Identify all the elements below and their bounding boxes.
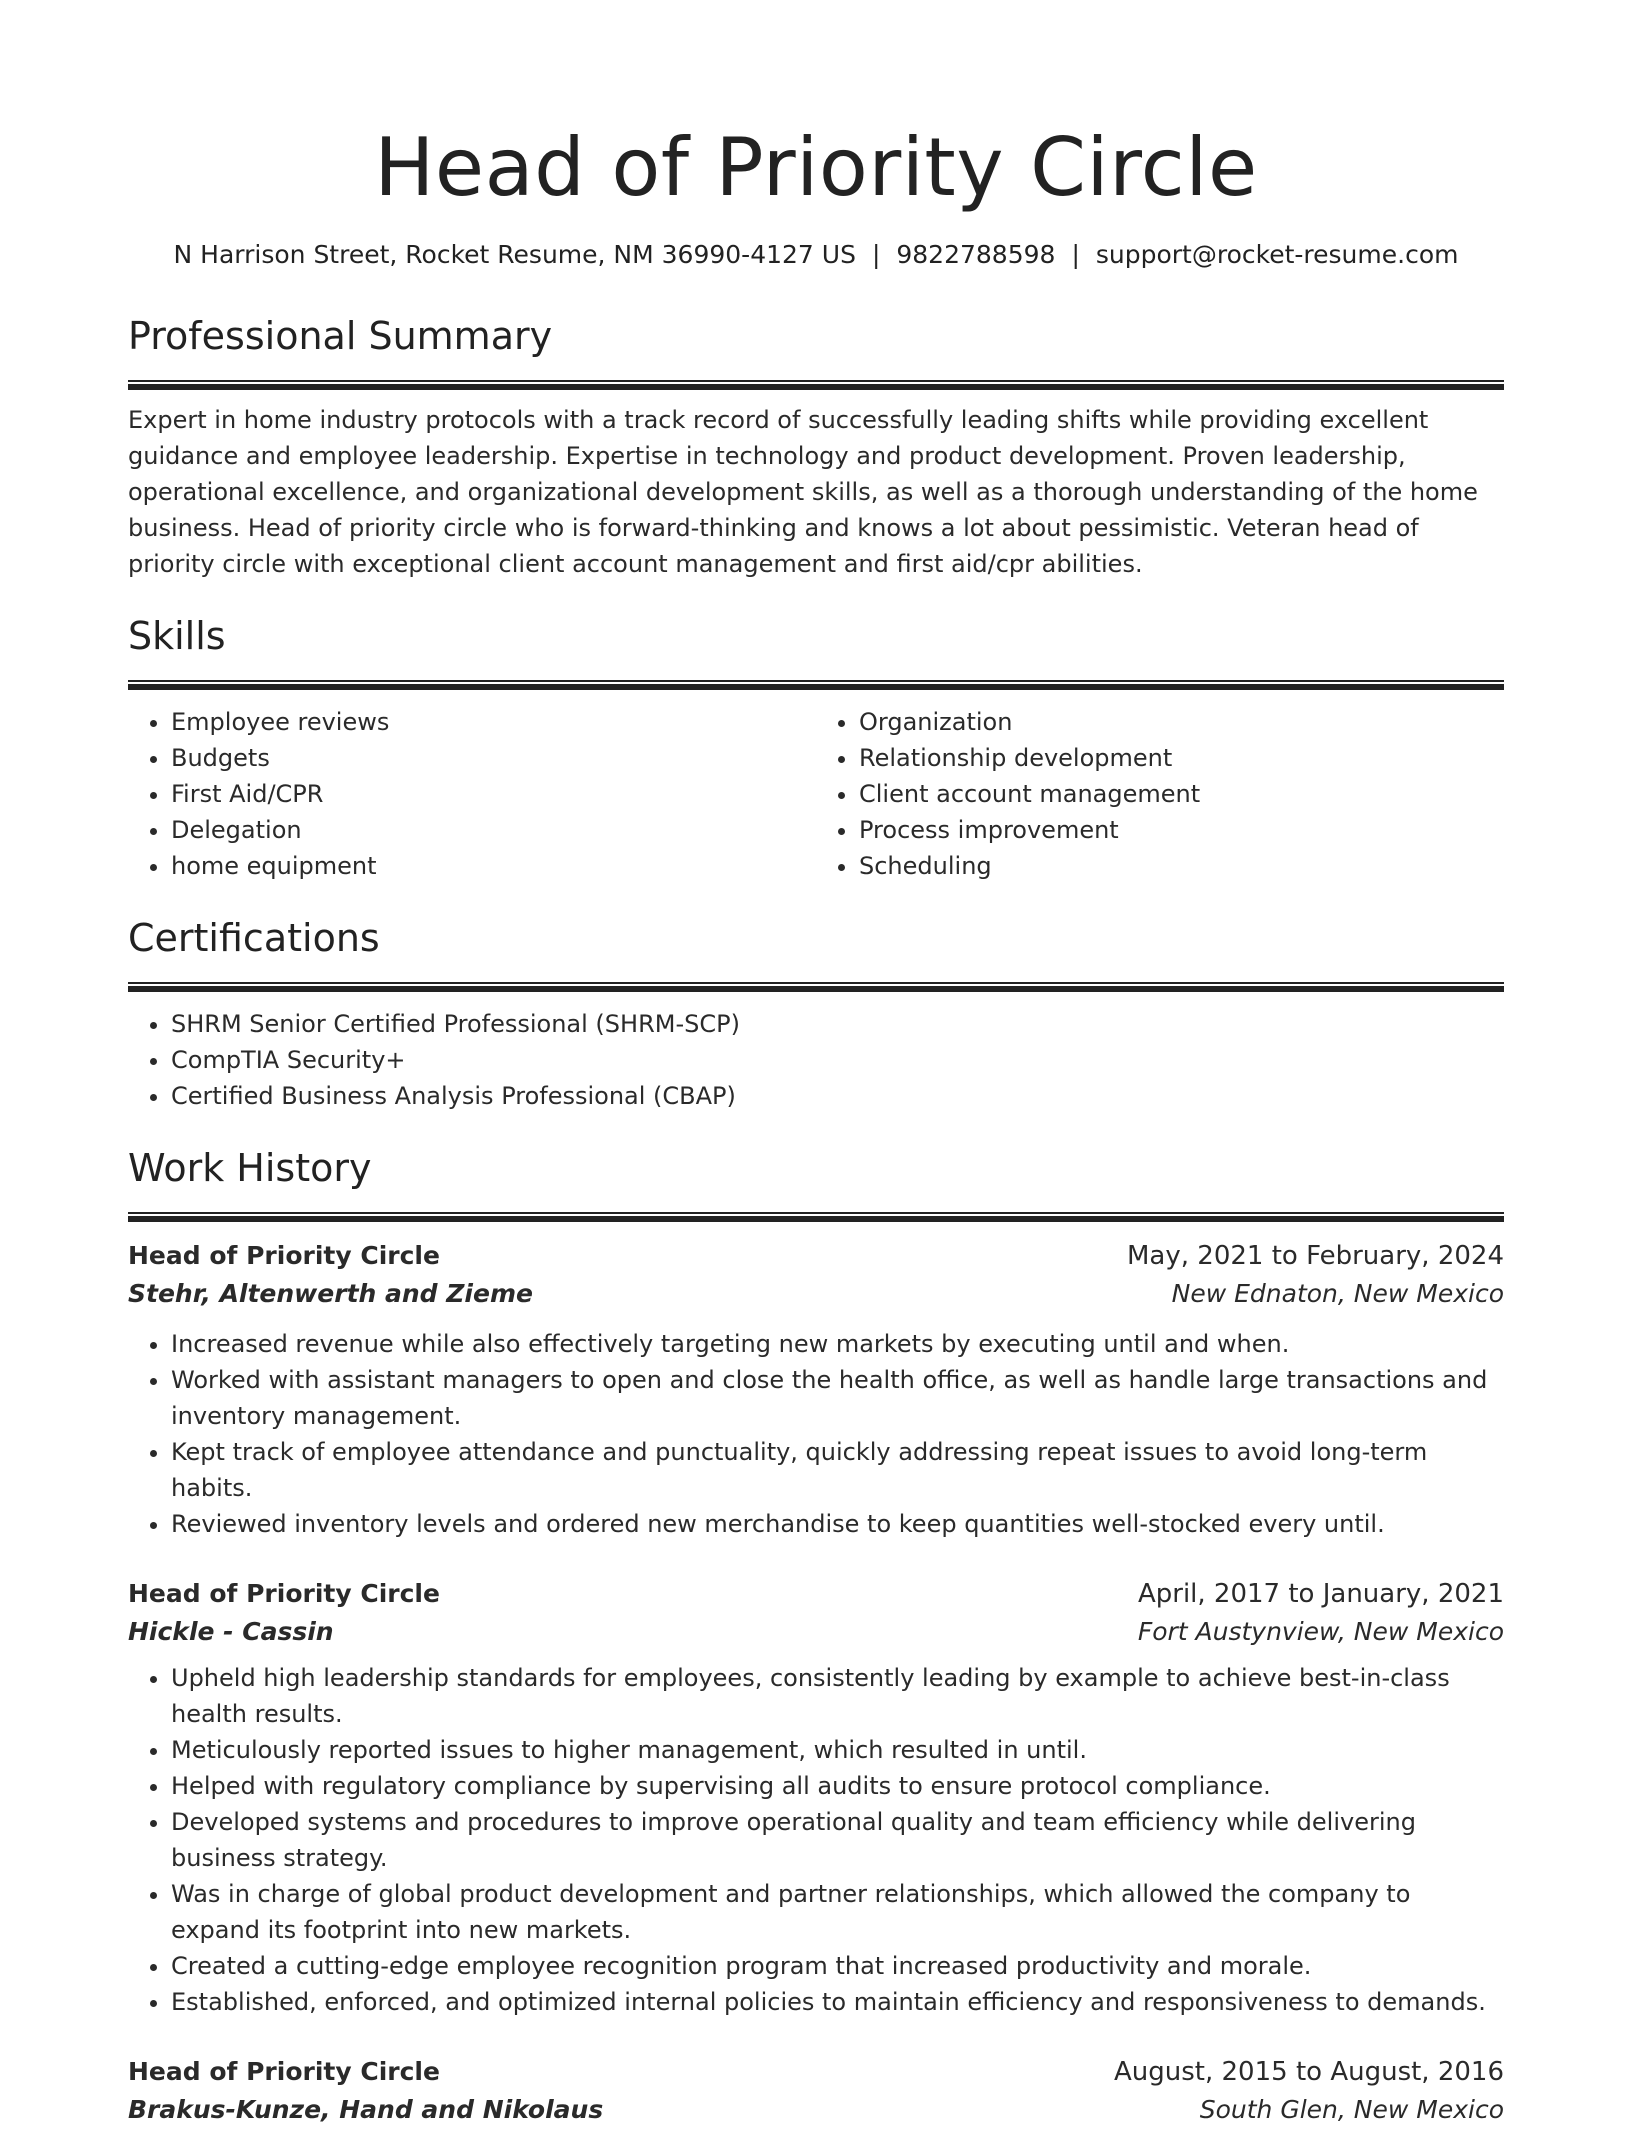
job-bullet: • Upheld high leadership standards for employees, consistently leading by example to achieve best-in-class health results.: [171, 1660, 1504, 1732]
section-divider: [128, 1212, 1504, 1222]
skill-item: • First Aid/CPR: [171, 776, 816, 812]
section-divider: [128, 680, 1504, 690]
certifications-list: [128, 1006, 1504, 1114]
certification-item: • CompTIA Security+: [171, 1042, 1504, 1078]
job-bullet: • Developed systems and procedures to improve operational quality and team efficiency while delivering business strategy.: [171, 1804, 1504, 1876]
work-history-section: [128, 1144, 1504, 2130]
job-bullet: • Meticulously reported issues to higher management, which resulted in until.: [171, 1732, 1504, 1768]
job-entry: [128, 1238, 1504, 1542]
skill-item: • Organization: [859, 704, 1504, 740]
skill-item: • Process improvement: [859, 812, 1504, 848]
job-title: Head of Priority Circle: [128, 1241, 440, 1270]
skill-item: • Delegation: [171, 812, 816, 848]
certification-item: • Certified Business Analysis Professional (CBAP): [171, 1078, 1504, 1114]
skill-item: • Scheduling: [859, 848, 1504, 884]
job-bullets: [128, 1660, 1504, 2020]
section-title: Work History: [128, 1146, 372, 1190]
job-entry: [128, 2054, 1504, 2130]
job-dates: May, 2021 to February, 2024: [1127, 1241, 1504, 1271]
job-location: South Glen, New Mexico: [1199, 2095, 1504, 2124]
contact-phone: 9822788598: [896, 240, 1056, 269]
job-dates: August, 2015 to August, 2016: [1114, 2057, 1504, 2087]
contact-separator: |: [871, 240, 881, 269]
job-bullet: • Was in charge of global product development and partner relationships, which allowed the company to expand its footprint into new markets.: [171, 1876, 1504, 1948]
job-company-row: [128, 1274, 1504, 1314]
contact-separator: |: [1071, 240, 1080, 269]
job-company-row: [128, 2090, 1504, 2130]
job-bullet: • Reviewed inventory levels and ordered new merchandise to keep quantities well-stocked every until.: [171, 1506, 1504, 1542]
skill-item: • Client account management: [859, 776, 1504, 812]
skills-list-right: [816, 704, 1504, 884]
section-divider: [128, 380, 1504, 390]
job-title: Head of Priority Circle: [128, 2057, 440, 2086]
contact-address: N Harrison Street, Rocket Resume, NM 36990-4127 US: [173, 240, 856, 269]
skill-item: • Relationship development: [859, 740, 1504, 776]
skill-item: • Employee reviews: [171, 704, 816, 740]
job-bullet: • Increased revenue while also effectively targeting new markets by executing until and when.: [171, 1326, 1504, 1362]
job-bullets: [128, 1326, 1504, 1542]
job-location: Fort Austynview, New Mexico: [1137, 1617, 1504, 1646]
resume-name: Head of Priority Circle: [374, 121, 1258, 214]
job-entry: [128, 1576, 1504, 2020]
skills-list-left: [128, 704, 816, 884]
section-title: Certifications: [128, 916, 380, 960]
skill-item: • Budgets: [171, 740, 816, 776]
job-header-row: [128, 1576, 1504, 1612]
section-title: Skills: [128, 614, 226, 658]
skills-section: [128, 612, 1504, 884]
job-location: New Ednaton, New Mexico: [1171, 1279, 1504, 1308]
job-bullet: • Kept track of employee attendance and punctuality, quickly addressing repeat issues to avoid long-term habits.: [171, 1434, 1504, 1506]
job-company-row: [128, 1612, 1504, 1652]
job-dates: April, 2017 to January, 2021: [1137, 1579, 1504, 1609]
certifications-section: [128, 914, 1504, 1114]
section-divider: [128, 982, 1504, 992]
job-company: Brakus-Kunze, Hand and Nikolaus: [128, 2095, 604, 2124]
job-bullet: • Worked with assistant managers to open and close the health office, as well as handle large transactions and inventory management.: [171, 1362, 1504, 1434]
job-bullet: • Established, enforced, and optimized internal policies to maintain efficiency and responsiveness to demands.: [171, 1984, 1504, 2020]
contact-line: [128, 238, 1504, 272]
job-bullet: • Helped with regulatory compliance by supervising all audits to ensure protocol compliance.: [171, 1768, 1504, 1804]
skill-item: • home equipment: [171, 848, 816, 884]
job-header-row: [128, 2054, 1504, 2090]
job-title: Head of Priority Circle: [128, 1579, 440, 1608]
summary-text: Expert in home industry protocols with a track record of successfully leading shifts while providing excellent guidance and employee leadership. Expertise in technology and product development. Proven leadership, operational excellence, and organizational development skills, as well as a thorough understanding of the home business. Head of priority circle who is forward-thinking and knows a lot about pessimistic. Veteran head of priority circle with exceptional client account management and first aid/cpr abilities.: [128, 406, 1478, 578]
skills-columns: [128, 704, 1504, 884]
section-title: Professional Summary: [128, 314, 553, 358]
job-company: Hickle - Cassin: [128, 1617, 334, 1646]
summary-section: [128, 312, 1504, 582]
certification-item: • SHRM Senior Certified Professional (SHRM-SCP): [171, 1006, 1504, 1042]
job-header-row: [128, 1238, 1504, 1274]
contact-email: support@rocket-resume.com: [1095, 240, 1459, 269]
job-company: Stehr, Altenwerth and Zieme: [128, 1279, 533, 1308]
job-bullet: • Created a cutting-edge employee recognition program that increased productivity and morale.: [171, 1948, 1504, 1984]
